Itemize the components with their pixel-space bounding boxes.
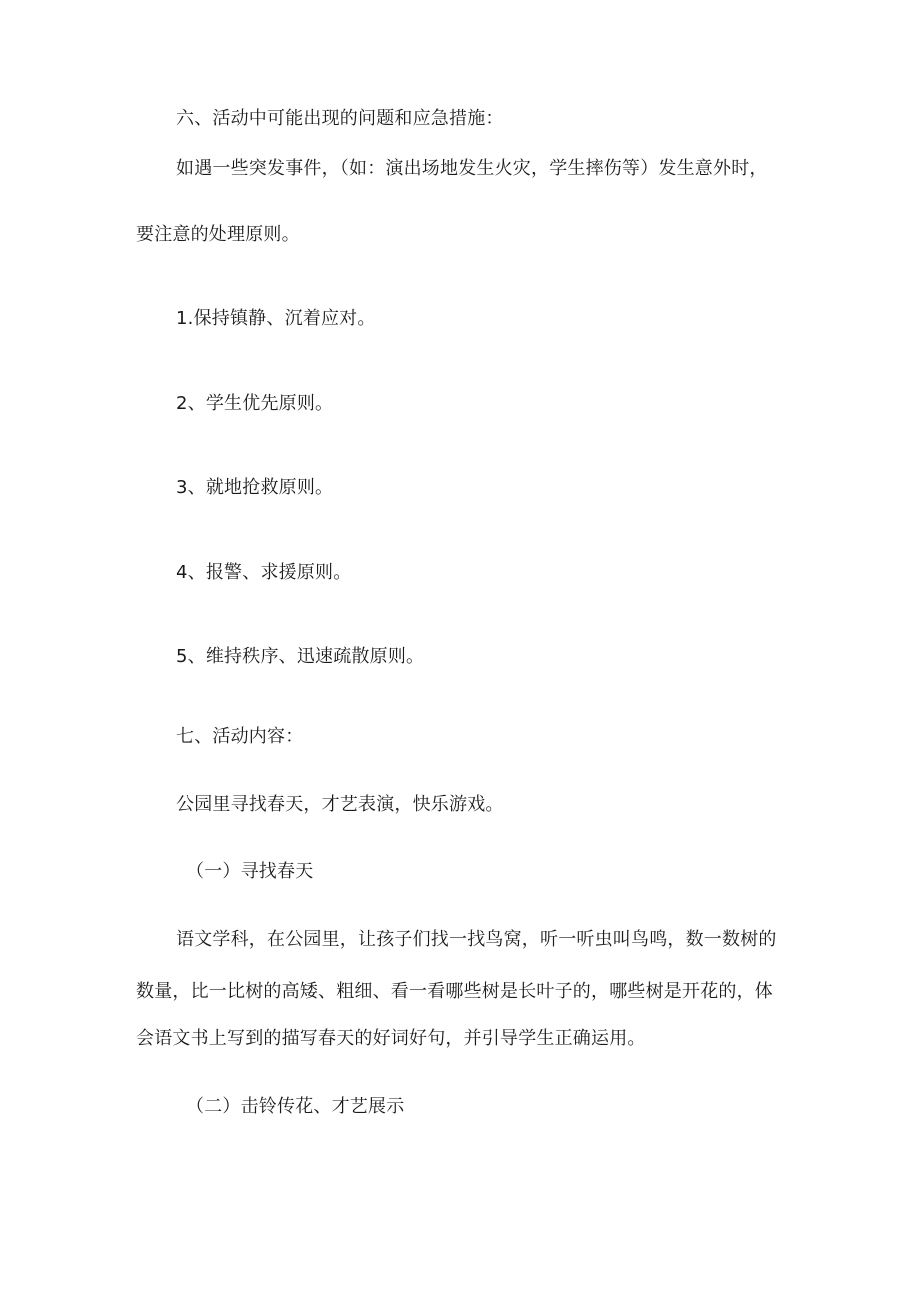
principle-item: 3、就地抢救原则。 (176, 477, 334, 498)
section-6-intro-line-2: 要注意的处理原则。 (136, 224, 300, 245)
section-6-heading: 六、活动中可能出现的问题和应急措施： (176, 108, 504, 129)
subsection-1-body-line: 语文学科，在公园里，让孩子们找一找鸟窝，听一听虫叫鸟鸣，数一数树的 (176, 929, 777, 950)
section-7-heading: 七、活动内容： (176, 726, 304, 747)
section-7-summary: 公园里寻找春天，才艺表演，快乐游戏。 (176, 794, 504, 815)
principle-item: 5、维持秩序、迅速疏散原则。 (176, 646, 425, 667)
subsection-1-heading: （一）寻找春天 (186, 861, 314, 882)
section-6-intro-line-1: 如遇一些突发事件，（如：演出场地发生火灾，学生摔伤等）发生意外时， (176, 158, 768, 179)
subsection-2-heading: （二）击铃传花、才艺展示 (186, 1096, 405, 1117)
principle-item: 1.保持镇静、沉着应对。 (176, 308, 376, 329)
principle-item: 4、报警、求援原则。 (176, 562, 352, 583)
subsection-1-body-line: 数量，比一比树的高矮、粗细、看一看哪些树是长叶子的，哪些树是开花的，体 (136, 981, 773, 1002)
subsection-1-body-line: 会语文书上写到的描写春天的好词好句，并引导学生正确运用。 (136, 1028, 646, 1049)
principle-item: 2、学生优先原则。 (176, 393, 334, 414)
